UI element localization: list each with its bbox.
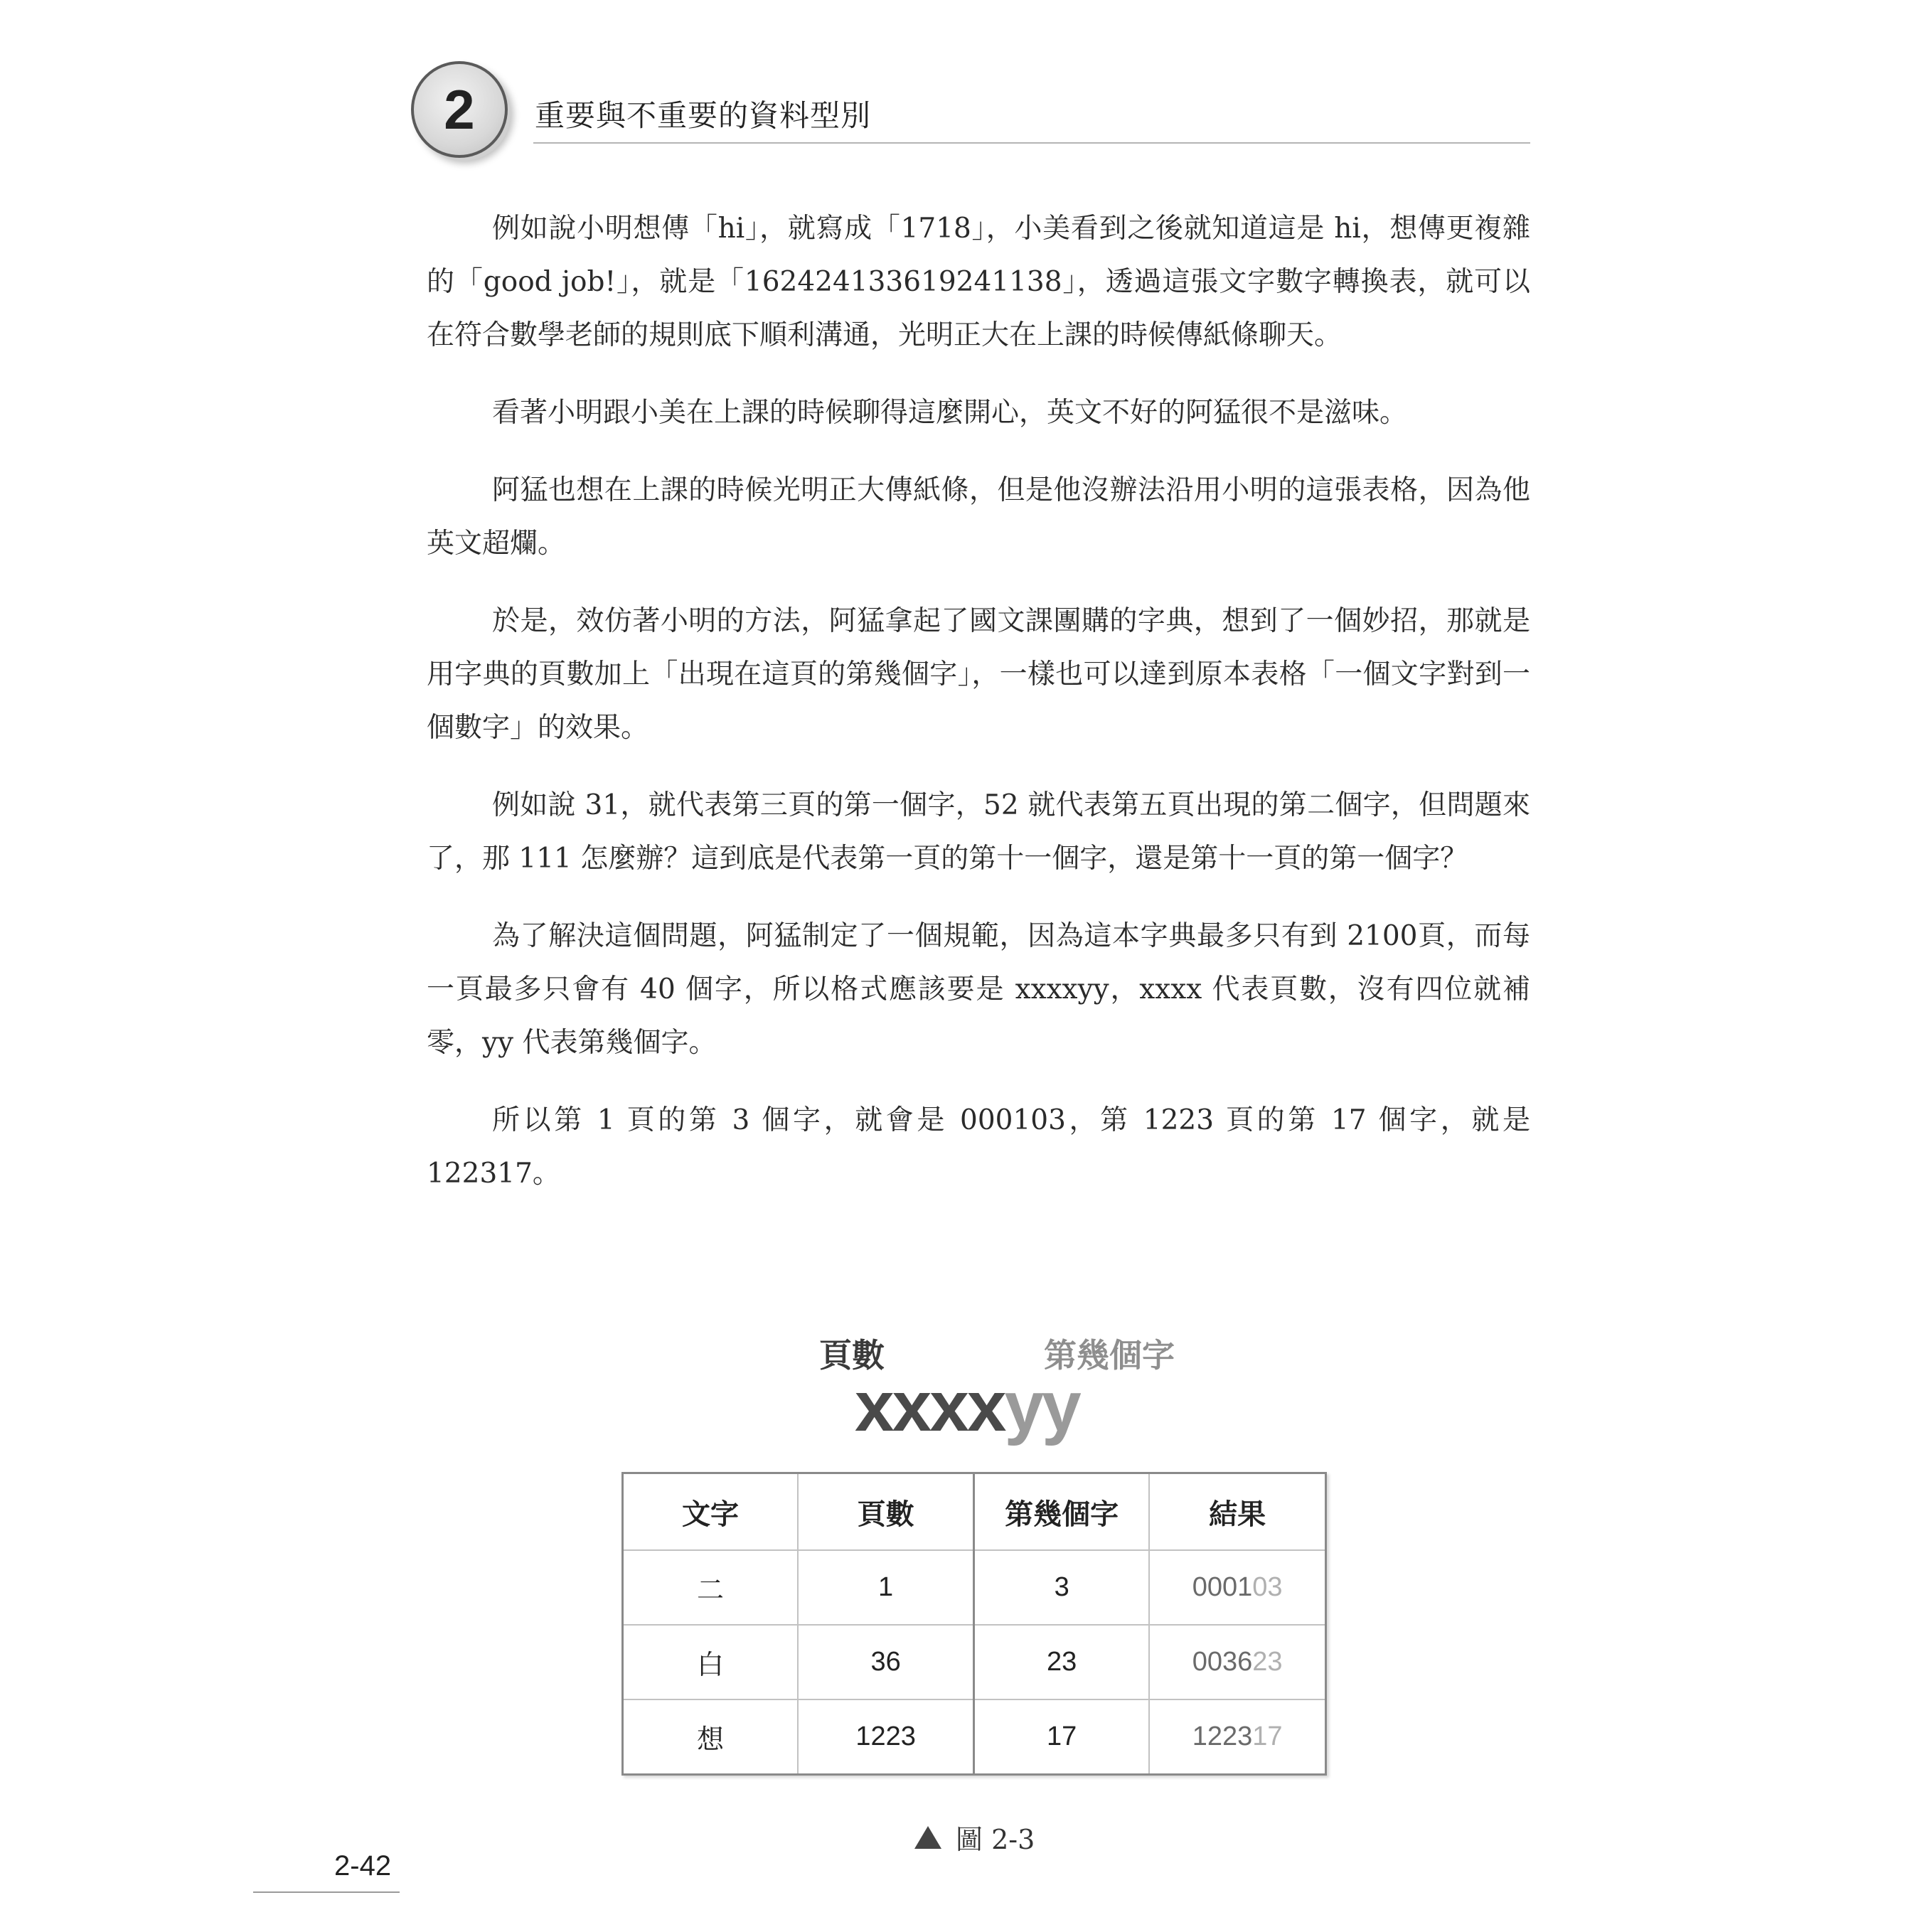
cell-page: 1 xyxy=(798,1550,973,1625)
triangle-icon xyxy=(914,1826,941,1849)
lookup-table xyxy=(621,1472,1327,1776)
result-page-part: 1223 xyxy=(1192,1722,1253,1751)
page-number: 2-42 xyxy=(334,1850,392,1882)
caption-text: 圖 2-3 xyxy=(956,1824,1035,1855)
paragraph: 於是，效仿著小明的方法，阿猛拿起了國文課團購的字典，想到了一個妙招，那就是用字典的頁數加上「出現在這頁的第幾個字」，一樣也可以達到原本表格「一個文字對到一個數字」的效果。 xyxy=(427,605,1530,744)
format-code xyxy=(855,1367,1079,1446)
paragraph: 看著小明跟小美在上課的時候聊得這麼開心，英文不好的阿猛很不是滋味。 xyxy=(492,397,1408,429)
cell-result xyxy=(1149,1625,1325,1699)
header-divider xyxy=(533,142,1530,144)
result-nth-part: 23 xyxy=(1252,1647,1283,1677)
result-page-part: 0036 xyxy=(1192,1647,1253,1677)
cell-result xyxy=(1149,1699,1325,1775)
cell-page: 1223 xyxy=(798,1699,973,1775)
column-header: 頁數 xyxy=(798,1473,973,1551)
result-page-part: 0001 xyxy=(1192,1572,1253,1602)
nth-char-label: 第幾個字 xyxy=(1044,1337,1175,1374)
body-text xyxy=(427,202,1530,1224)
result-nth-part: 17 xyxy=(1252,1722,1283,1751)
table-row xyxy=(623,1699,1326,1775)
cell-char: 白 xyxy=(623,1625,799,1699)
cell-char: 二 xyxy=(623,1550,799,1625)
paragraph: 所以第 1 頁的第 3 個字，就會是 000103，第 1223 頁的第 17 個字，就是122317。 xyxy=(427,1104,1530,1190)
format-illustration xyxy=(782,1330,1209,1458)
page-count-label: 頁數 xyxy=(819,1337,885,1374)
cell-char: 想 xyxy=(623,1699,799,1775)
column-header: 第幾個字 xyxy=(974,1473,1150,1551)
paragraph: 阿猛也想在上課的時候光明正大傳紙條，但是他沒辦法沿用小明的這張表格，因為他英文超爛。 xyxy=(427,474,1530,560)
paragraph: 例如說小明想傳「hi」，就寫成「1718」，小美看到之後就知道這是 hi，想傳更複雜的「good job!」，就是「162424133619241138」，透過這張文字數字轉換表，就可以在符合數學老師的規則底下順利溝通，光明正大在上課的時候傳紙條聊天。 xyxy=(427,213,1530,351)
column-header: 文字 xyxy=(623,1473,799,1551)
format-nth-part: yy xyxy=(1004,1367,1079,1446)
cell-page: 36 xyxy=(798,1625,973,1699)
table-row xyxy=(623,1625,1326,1699)
cell-nth: 17 xyxy=(974,1699,1150,1775)
chapter-title: 重要與不重要的資料型別 xyxy=(535,99,872,132)
figure-caption xyxy=(914,1818,1035,1857)
paragraph: 例如說 31，就代表第三頁的第一個字，52 就代表第五頁出現的第二個字，但問題來了，那 111 怎麼辦？這到底是代表第一頁的第十一個字，還是第十一頁的第一個字？ xyxy=(427,789,1531,875)
paragraph: 為了解決這個問題，阿猛制定了一個規範，因為這本字典最多只有到 2100頁，而每一頁最多只會有 40 個字，所以格式應該要是 xxxxyy，xxxx 代表頁數，沒有四位就補零，yy 代表第幾個字。 xyxy=(427,920,1530,1059)
column-header: 結果 xyxy=(1149,1473,1325,1551)
result-nth-part: 03 xyxy=(1252,1572,1283,1602)
chapter-badge xyxy=(411,61,508,158)
cell-nth: 3 xyxy=(974,1550,1150,1625)
table-header-row xyxy=(623,1473,1326,1551)
footer-divider xyxy=(253,1891,400,1893)
format-page-part: xxxx xyxy=(855,1367,1005,1446)
cell-result xyxy=(1149,1550,1325,1625)
table-row xyxy=(623,1550,1326,1625)
cell-nth: 23 xyxy=(974,1625,1150,1699)
chapter-number: 2 xyxy=(444,78,475,141)
